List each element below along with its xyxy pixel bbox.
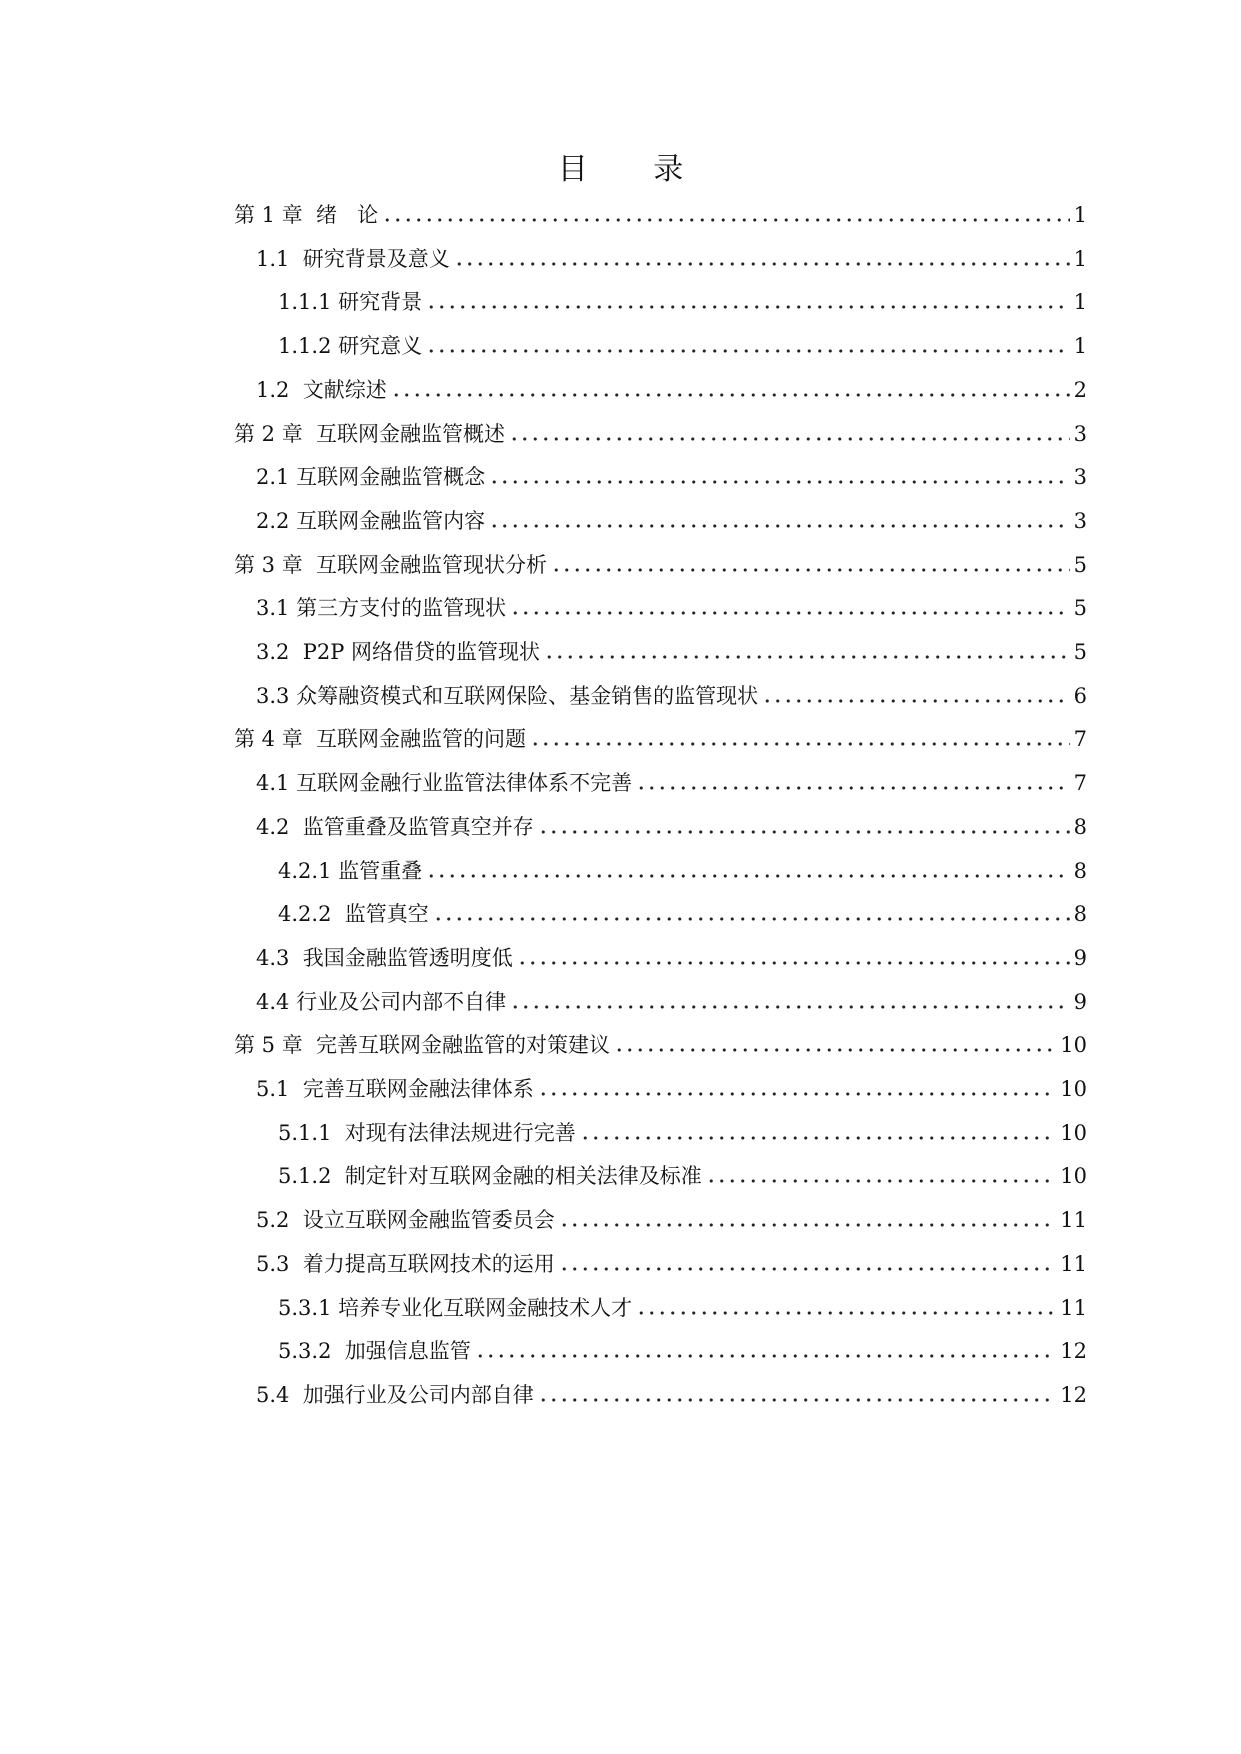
toc-entry[interactable] [234, 415, 1087, 447]
toc-page-number: 1 [1073, 246, 1087, 271]
toc-entry-title: 5.2 设立互联网金融监管委员会 [256, 1208, 555, 1233]
toc-entry-title: 3.2 P2P 网络借贷的监管现状 [256, 640, 541, 664]
toc-entry-title: 5.3 着力提高互联网技术的运用 [256, 1251, 555, 1276]
toc-entry[interactable] [256, 1376, 1087, 1408]
toc-entry[interactable] [256, 983, 1087, 1015]
toc-page-number: 9 [1073, 989, 1087, 1014]
toc-page-number: 10 [1060, 1033, 1087, 1058]
toc-dot-leader [475, 1338, 1056, 1360]
toc-dot-leader [559, 1251, 1057, 1273]
toc-entry-title: 4.2.1 监管重叠 [278, 858, 423, 883]
toc-entry-title: 4.4 行业及公司内部不自律 [256, 989, 507, 1014]
toc-dot-leader [426, 858, 1070, 880]
toc-dot-leader [636, 1295, 1056, 1317]
toc-title: 目 录 [557, 152, 712, 187]
toc-entry[interactable] [256, 633, 1087, 665]
toc-dot-leader [538, 1382, 1057, 1404]
toc-entry[interactable] [256, 371, 1087, 403]
toc-entry-title: 第 3 章 互联网金融监管现状分析 [234, 552, 548, 577]
toc-entry-title: 第 2 章 互联网金融监管概述 [234, 421, 506, 446]
toc-page-number: 5 [1073, 596, 1087, 621]
toc-dot-leader [489, 508, 1070, 530]
toc-entry-title: 1.1 研究背景及意义 [256, 246, 450, 271]
toc-entry-title: 5.1.1 对现有法律法规进行完善 [278, 1120, 576, 1145]
toc-entry-title: 5.3.1 培养专业化互联网金融技术人才 [278, 1295, 633, 1320]
toc-entry[interactable] [256, 1201, 1087, 1233]
toc-entry[interactable] [278, 1289, 1087, 1321]
toc-dot-leader [706, 1163, 1056, 1185]
toc-entry-title: 4.3 我国金融监管透明度低 [256, 945, 513, 970]
toc-entry-title: 4.1 互联网金融行业监管法律体系不完善 [256, 771, 633, 796]
toc-entry[interactable] [256, 764, 1087, 796]
toc-page-number: 10 [1060, 1120, 1087, 1145]
toc-entry[interactable] [278, 327, 1087, 359]
toc-entry-title: 5.3.2 加强信息监管 [278, 1339, 471, 1364]
toc-dot-leader [510, 989, 1070, 1011]
toc-entry-title: 4.2 监管重叠及监管真空并存 [256, 814, 534, 839]
toc-entry-title: 1.2 文献综述 [256, 377, 387, 402]
toc-entry[interactable] [256, 589, 1087, 621]
toc-dot-leader [510, 595, 1070, 617]
toc-entry[interactable] [278, 283, 1087, 315]
toc-entry[interactable] [278, 1114, 1087, 1146]
toc-entry-title: 3.1 第三方支付的监管现状 [256, 596, 507, 621]
toc-entry-title: 4.2.2 监管真空 [278, 902, 429, 927]
toc-entry[interactable] [256, 502, 1087, 534]
toc-dot-leader [530, 726, 1070, 748]
toc-dot-leader [391, 377, 1070, 399]
toc-entry[interactable] [234, 196, 1087, 228]
toc-page-number: 12 [1060, 1339, 1087, 1364]
toc-page-number: 11 [1060, 1295, 1087, 1320]
toc-entry[interactable] [256, 458, 1087, 490]
toc-entry-title: 2.1 互联网金融监管概念 [256, 465, 486, 490]
toc-entry-title: 第 1 章 绪 论 [234, 203, 379, 227]
toc-page-number: 12 [1060, 1382, 1087, 1407]
toc-dot-leader [538, 1076, 1057, 1098]
toc-dot-leader [454, 246, 1070, 268]
toc-page-number: 7 [1073, 771, 1087, 796]
toc-entry-title: 1.1.1 研究背景 [278, 290, 423, 315]
toc-page-number: 3 [1073, 465, 1087, 490]
toc-page-number: 11 [1060, 1251, 1087, 1276]
toc-entry-title: 第 4 章 互联网金融监管的问题 [234, 727, 527, 752]
toc-dot-leader [382, 202, 1070, 224]
toc-entry[interactable] [256, 1245, 1087, 1277]
toc-entry-title: 1.1.2 研究意义 [278, 334, 423, 359]
toc-dot-leader [538, 814, 1070, 836]
toc-dot-leader [614, 1032, 1056, 1054]
toc-entry[interactable] [234, 546, 1087, 578]
toc-entry[interactable] [278, 852, 1087, 884]
toc-dot-leader [426, 289, 1070, 311]
toc-page-number: 8 [1073, 814, 1087, 839]
toc-page-number: 10 [1060, 1164, 1087, 1189]
toc-entry[interactable] [256, 808, 1087, 840]
toc-dot-leader [509, 421, 1070, 443]
toc-page-number: 2 [1073, 377, 1087, 402]
toc-dot-leader [636, 770, 1070, 792]
toc-entry[interactable] [234, 1026, 1087, 1058]
toc-page-number: 6 [1073, 683, 1087, 708]
toc-dot-leader [551, 552, 1070, 574]
toc-page-number: 10 [1060, 1077, 1087, 1101]
toc-page-number: 1 [1073, 203, 1087, 227]
toc-dot-leader [762, 683, 1070, 705]
toc-page-number: 8 [1073, 902, 1087, 927]
toc-entry[interactable] [278, 1157, 1087, 1189]
toc-entry[interactable] [278, 1332, 1087, 1364]
toc-entry[interactable] [256, 240, 1087, 272]
toc-dot-leader [489, 464, 1070, 486]
toc-entry-title: 第 5 章 完善互联网金融监管的对策建议 [234, 1033, 611, 1058]
toc-entry[interactable] [256, 1070, 1087, 1102]
toc-entry[interactable] [256, 677, 1087, 709]
toc-dot-leader [544, 639, 1070, 661]
toc-entry[interactable] [278, 895, 1087, 927]
toc-entry[interactable] [234, 720, 1087, 752]
toc-entry-title: 5.1 完善互联网金融法律体系 [256, 1077, 534, 1101]
toc-page-number: 11 [1060, 1208, 1087, 1233]
toc-page-number: 5 [1073, 640, 1087, 664]
toc-page-number: 1 [1073, 290, 1087, 315]
toc-entry-title: 5.4 加强行业及公司内部自律 [256, 1382, 534, 1407]
toc-page-number: 1 [1073, 334, 1087, 359]
toc-page-number: 7 [1073, 727, 1087, 752]
toc-entry-title: 2.2 互联网金融监管内容 [256, 508, 486, 533]
toc-page-number: 3 [1073, 508, 1087, 533]
toc-entry-title: 3.3 众筹融资模式和互联网保险、基金销售的监管现状 [256, 683, 759, 708]
toc-dot-leader [426, 333, 1070, 355]
toc-page-number: 8 [1073, 858, 1087, 883]
toc-dot-leader [580, 1120, 1056, 1142]
toc-dot-leader [517, 945, 1070, 967]
toc-page-number: 3 [1073, 421, 1087, 446]
toc-entry-title: 5.1.2 制定针对互联网金融的相关法律及标准 [278, 1164, 702, 1189]
toc-entry[interactable] [256, 939, 1087, 971]
toc-page-number: 9 [1073, 945, 1087, 970]
toc-page-number: 5 [1073, 552, 1087, 577]
toc-dot-leader [433, 901, 1070, 923]
toc-dot-leader [559, 1207, 1057, 1229]
